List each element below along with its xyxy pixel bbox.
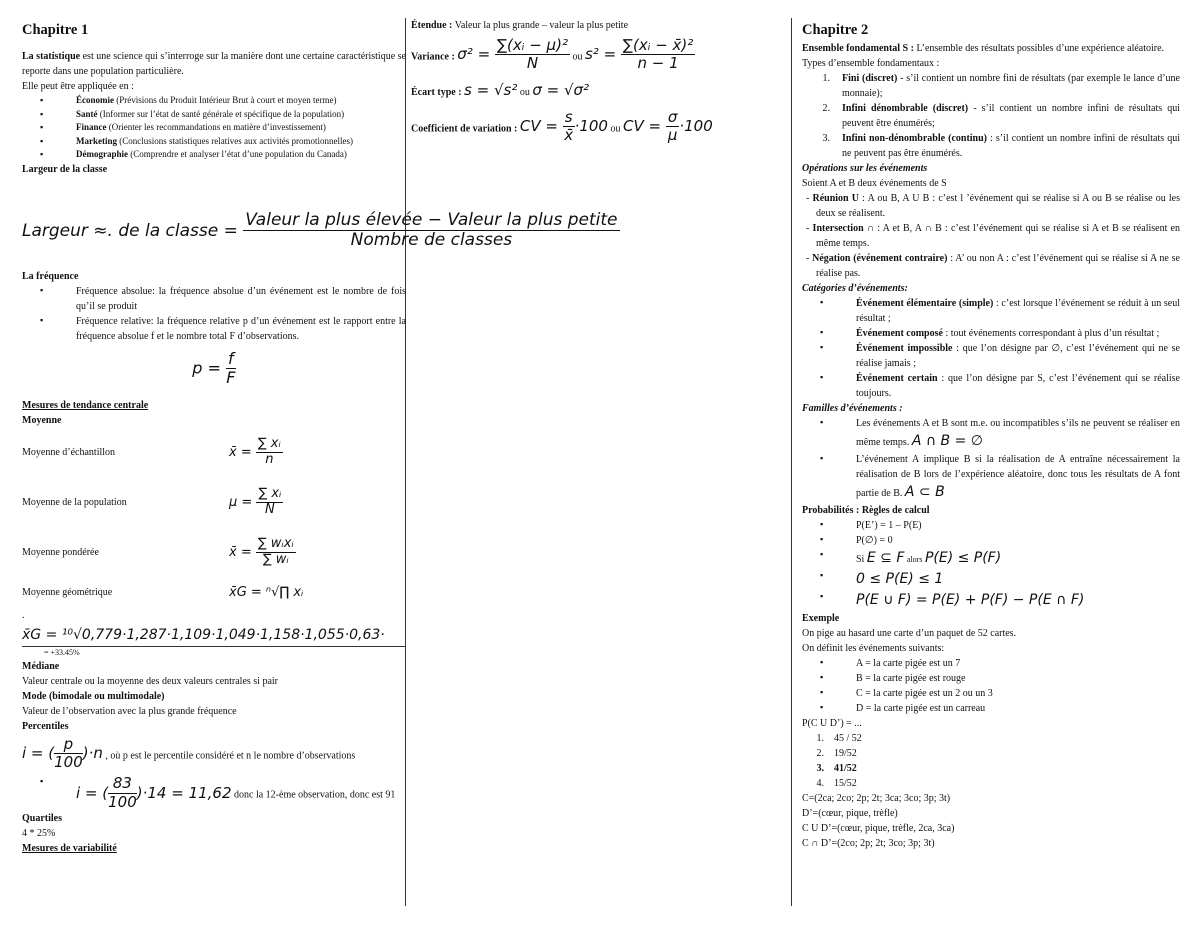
item-desc: : c’est lorsque l’événement se réduit à un seul résultat ; xyxy=(856,298,1181,325)
formula-numerator: ∑(xᵢ − μ)² xyxy=(496,36,568,54)
formula-lhs: CV = xyxy=(519,117,558,136)
example-events-list xyxy=(812,656,1180,716)
formula-numerator: f xyxy=(228,348,234,368)
categories-heading: Catégories d’événements: xyxy=(802,283,908,295)
list-item xyxy=(812,71,1180,101)
applications-list xyxy=(32,94,406,162)
intro-term: La statistique xyxy=(22,51,81,63)
formula-numerator: σ xyxy=(667,108,678,126)
cv-formula xyxy=(622,108,713,145)
quartiles-text: 4 * 25% xyxy=(22,827,56,839)
geometric-mean-result: = +33.45% xyxy=(44,647,80,657)
cv-label: Coefficient de variation : xyxy=(411,123,518,135)
formula-fraction xyxy=(256,537,296,568)
item-desc: : tout événements correspondant à plus d’un résultat ; xyxy=(942,328,1160,340)
item-number: 2. xyxy=(816,748,824,760)
rule-text: Si xyxy=(856,554,865,566)
families-list xyxy=(812,416,1180,503)
formula-lhs: i = ( xyxy=(76,783,109,802)
chapter-2-title: Chapitre 2 xyxy=(802,22,869,38)
list-item xyxy=(812,131,1180,161)
median-heading: Médiane xyxy=(22,660,60,672)
formula-fraction xyxy=(621,37,695,73)
separator-dot: . xyxy=(22,609,25,621)
item-desc: - s’il contient un nombre infini de résultats qui peuvent être énumérés; xyxy=(842,103,1180,130)
formula-denominator: x̄ xyxy=(564,126,574,145)
rule-formula: E ⊆ F xyxy=(866,550,905,567)
application-desc: (Comprendre et analyser l’état d’une population du Canada) xyxy=(128,149,347,160)
mean-row xyxy=(22,428,406,478)
list-item xyxy=(32,135,406,149)
percentile-example-list xyxy=(32,775,406,811)
formula-lhs: Largeur ≈. de la classe = xyxy=(22,220,238,241)
stddev-label: Écart type : xyxy=(411,86,462,98)
item-desc: : A et B, A ∩ B : c’est l’événement qui se réalise si A et B se réalisent en même temps. xyxy=(816,223,1180,250)
formula-fraction xyxy=(256,487,283,518)
example-choices-list xyxy=(802,731,1180,791)
item-term: Infini non-dénombrable (continu) xyxy=(842,133,988,145)
item-number: 1. xyxy=(816,733,824,745)
list-item xyxy=(32,108,406,122)
percentile-example-text: donc la 12-ème observation, donc est 91 xyxy=(234,789,396,801)
operations-intro: Soient A et B deux événements de S xyxy=(802,178,947,190)
or-text: ou xyxy=(610,123,621,135)
list-item xyxy=(812,548,1180,569)
item-text: L’événement A implique B si la réalisation de A entraîne nécessairement la réalisation de B lors de l’expérience aléatoire, donc tous les résultats de A font partie de B. xyxy=(856,454,1180,500)
percentile-text: , où p est le percentile considéré et n le nombre d’observations xyxy=(105,750,356,762)
stddev-formula: s = √s² xyxy=(464,80,518,99)
formula-denominator: ∑ wᵢ xyxy=(262,552,289,568)
column-variability xyxy=(411,18,785,218)
application-term: Santé xyxy=(76,108,98,119)
formula-lhs: x̄ = xyxy=(229,445,252,461)
formula-numerator: s xyxy=(564,108,573,126)
mean-label: Moyenne d’échantillon xyxy=(22,447,116,459)
item-text xyxy=(838,131,1180,161)
rule-formula: P(E) ≤ P(F) xyxy=(924,550,1002,567)
item-desc: : A ou B, A U B : c’est l ’événement qui se réalise si A ou B se réalise ou les deux se réalisent. xyxy=(816,193,1180,220)
application-desc: (Informer sur l’état de santé générale et spécifique de la population) xyxy=(97,108,345,119)
formula-fraction xyxy=(563,109,575,145)
list-item: ▪ P(∅) = 0 xyxy=(812,533,1180,548)
example-line: C ∩ D’=(2co; 2p; 2t; 3co; 3p; 3t) xyxy=(802,838,935,850)
frequency-formula xyxy=(22,350,406,388)
percentile-formula-paragraph xyxy=(22,736,406,772)
median-text: Valeur centrale ou la moyenne des deux valeurs centrales si pair xyxy=(22,675,279,687)
list-item xyxy=(812,296,1180,326)
application-desc: (Prévisions du Produit Intérieur Brut à court et moyen terme) xyxy=(114,95,337,106)
categories-list xyxy=(812,296,1180,401)
item-number: 1. xyxy=(822,73,830,85)
item-term: Événement composé xyxy=(856,328,943,340)
sample-space-term: Ensemble fondamental S : xyxy=(802,43,914,55)
list-item xyxy=(32,94,406,108)
item-term: Réunion U xyxy=(812,193,860,205)
percentile-example-formula xyxy=(76,774,232,811)
formula-fraction xyxy=(108,775,137,811)
formula-lhs: σ² = xyxy=(457,45,491,64)
list-item xyxy=(802,761,1180,776)
formula-denominator: 100 xyxy=(54,753,83,772)
item-text: 19/52 xyxy=(834,748,857,760)
percentile-formula xyxy=(22,734,103,772)
list-item xyxy=(32,775,406,811)
item-term: Événement certain xyxy=(856,373,938,385)
item-number: 4. xyxy=(816,778,824,790)
formula-numerator: ∑ wᵢxᵢ xyxy=(257,536,294,552)
cv-formula xyxy=(519,108,608,145)
variance-line xyxy=(411,37,785,73)
chapter-1-title: Chapitre 1 xyxy=(22,22,89,38)
rule-formula: P(E ∪ F) = P(E) + P(F) − P(E ∩ F) xyxy=(856,592,1085,609)
formula-denominator: n xyxy=(265,452,274,468)
variance-pop-formula xyxy=(457,36,570,73)
formula-denominator: F xyxy=(226,368,236,388)
list-item xyxy=(802,776,1180,791)
variability-heading: Mesures de variabilité xyxy=(22,842,117,854)
range-label: Étendue : xyxy=(411,20,453,31)
intro-text: est une science qui s’interroge sur la manière dont une certaine caractéristique se reporte dans une population particulière. xyxy=(22,51,406,78)
variance-sample-formula xyxy=(584,36,695,73)
mean-label: Moyenne pondérée xyxy=(22,547,99,559)
formula-numerator: ∑ xᵢ xyxy=(257,436,281,452)
probabilities-heading: Probabilités : Règles de calcul xyxy=(802,505,930,517)
types-list xyxy=(802,71,1180,161)
applied-intro: Elle peut être appliquée en : xyxy=(22,81,134,93)
or-text: ou xyxy=(519,86,530,98)
list-item: ▪ Fréquence absolue: la fréquence absolue d’un événement est le nombre de fois qu’il se produit xyxy=(32,284,406,314)
central-tendency-heading: Mesures de tendance centrale xyxy=(22,399,149,411)
item-text: 15/52 xyxy=(834,778,857,790)
application-desc: (Conclusions statistiques relatives aux activités promotionnelles) xyxy=(117,135,353,146)
probability-rules-list xyxy=(812,518,1180,611)
list-item: - Réunion U : A ou B, A U B : c’est l ’événement qui se réalise si A ou B se réalise ou les deux se réalisent. xyxy=(806,193,1180,220)
formula-lhs: s² = xyxy=(584,45,617,64)
list-item xyxy=(812,341,1180,371)
example-line: C=(2ca; 2co; 2p; 2t; 3ca; 3co; 3p; 3t) xyxy=(802,793,951,805)
item-term: Événement élémentaire (simple) xyxy=(856,298,994,310)
cv-line xyxy=(411,109,785,145)
item-text: 45 / 52 xyxy=(834,733,862,745)
application-term: Démographie xyxy=(76,149,128,160)
example-line: D’=(cœur, pique, trèfle) xyxy=(802,808,898,820)
formula-fraction xyxy=(495,37,570,73)
class-width-heading: Largeur de la classe xyxy=(22,163,108,175)
rule-formula: 0 ≤ P(E) ≤ 1 xyxy=(856,571,944,588)
list-item: - Négation (événement contraire) : A’ ou non A : c’est l’événement qui se réalise si A ne se réalise pas. xyxy=(806,253,1180,280)
application-term: Finance xyxy=(76,122,107,133)
item-desc: : que l’on désigne par ∅, c’est l’événement qui ne se réalise jamais ; xyxy=(856,343,1181,370)
formula-rhs: )·14 = 11,62 xyxy=(136,783,232,802)
intro-paragraph xyxy=(22,49,406,79)
item-desc: : A’ ou non A : c’est l’événement qui se réalise si A ne se réalise pas. xyxy=(816,253,1180,280)
mean-row xyxy=(22,478,406,528)
list-item xyxy=(812,101,1180,131)
item-term: Infini dénombrable (discret) xyxy=(842,103,969,115)
mean-heading: Moyenne xyxy=(22,414,62,426)
formula-numerator: p xyxy=(54,736,83,754)
formula-denominator: 100 xyxy=(108,792,137,811)
item-desc: : que l’on désigne par S, c’est l’événement qui se réalise toujours. xyxy=(856,373,1180,400)
item-formula: A ⊂ B xyxy=(904,484,945,501)
formula-lhs: p = xyxy=(192,358,221,378)
column-divider xyxy=(791,18,792,906)
formula-fraction xyxy=(256,437,283,468)
formula-denominator: Nombre de classes xyxy=(350,230,513,251)
formula-numerator: ∑(xᵢ − x̄)² xyxy=(622,36,694,54)
quartiles-heading: Quartiles xyxy=(22,812,62,824)
item-term: Négation (événement contraire) xyxy=(812,253,948,265)
list-item xyxy=(802,731,1180,746)
mode-heading: Mode (bimodale ou multimodale) xyxy=(22,690,165,702)
mean-formula xyxy=(229,437,283,468)
frequency-list xyxy=(32,284,406,344)
mean-row xyxy=(22,528,406,578)
frequency-heading: La fréquence xyxy=(22,270,79,282)
item-number: 3. xyxy=(822,133,830,145)
variance-label: Variance : xyxy=(411,51,455,63)
mean-row xyxy=(22,578,406,608)
mean-formula xyxy=(229,487,283,518)
application-desc: (Orienter les recommandations en matière d’investissement) xyxy=(106,122,326,133)
families-heading: Familles d’événements : xyxy=(802,403,903,415)
geometric-mean-example: x̄G = ¹⁰√0,779·1,287·1,109·1,049·1,158·1,055·0,63· xyxy=(22,625,406,647)
example-line: C U D’=(cœur, pique, trèfle, 2ca, 3ca) xyxy=(802,823,955,835)
list-item: ▪ Fréquence relative: la fréquence relative p d’un événement est le rapport entre la fréquence absolue f et le nombre total F d’observations. xyxy=(32,314,406,344)
formula-fraction xyxy=(226,350,236,388)
range-text: Valeur la plus grande – valeur la plus petite xyxy=(452,20,629,31)
class-width-formula xyxy=(22,209,618,251)
rule-text: alors xyxy=(906,555,923,565)
item-desc: - s’il contient un nombre fini de résultats (par exemple le lance d’une monnaie); xyxy=(842,73,1180,100)
stddev-formula: σ = √σ² xyxy=(532,80,590,99)
formula-denominator: N xyxy=(526,54,539,73)
item-desc: : s’il contient un nombre infini de résultats qui ne peuvent pas être énumérés. xyxy=(842,133,1180,160)
list-item xyxy=(812,569,1180,590)
column-chapter-2 xyxy=(802,18,1180,918)
item-number: 3. xyxy=(816,763,824,775)
formula-denominator: μ xyxy=(667,126,678,145)
list-item: ▪ B = la carte pigée est rouge xyxy=(812,671,1180,686)
item-term: Intersection ∩ xyxy=(812,223,875,235)
list-item xyxy=(812,371,1180,401)
list-item xyxy=(812,326,1180,341)
mean-label: Moyenne géométrique xyxy=(22,587,113,599)
list-item xyxy=(812,590,1180,611)
formula-rhs: ·100 xyxy=(574,117,608,136)
list-item xyxy=(32,148,406,162)
or-text: ou xyxy=(572,51,583,63)
formula-fraction xyxy=(54,736,83,772)
item-text: 41/52 xyxy=(834,763,857,775)
formula-denominator: N xyxy=(265,502,275,518)
list-item: ▪ P(E’) = 1 – P(E) xyxy=(812,518,1180,533)
item-formula: A ∩ B = ∅ xyxy=(911,433,983,450)
formula-numerator: 83 xyxy=(108,775,137,793)
item-term: Fini (discret) xyxy=(842,73,898,85)
list-item xyxy=(802,746,1180,761)
list-item xyxy=(812,452,1180,503)
example-heading: Exemple xyxy=(802,613,840,625)
item-number: 2. xyxy=(822,103,830,115)
percentiles-heading: Percentiles xyxy=(22,720,69,732)
formula-lhs: i = ( xyxy=(22,744,55,763)
example-intro: On définit les événements suivants: xyxy=(802,643,945,655)
item-text xyxy=(838,71,1180,101)
mean-formula: x̄G = ⁿ√∏ xᵢ xyxy=(229,585,304,601)
formula-fraction xyxy=(666,109,680,145)
formula-numerator: Valeur la plus élevée − Valeur la plus petite xyxy=(245,209,618,230)
formula-denominator: n − 1 xyxy=(637,54,679,73)
formula-numerator: ∑ xᵢ xyxy=(258,486,282,502)
mean-label: Moyenne de la population xyxy=(22,497,127,509)
formula-rhs: )·n xyxy=(82,744,103,763)
list-item: - Intersection ∩ : A et B, A ∩ B : c’est l’événement qui se réalise si A et B se réalisent en même temps. xyxy=(806,223,1180,250)
item-text xyxy=(838,101,1180,131)
types-intro: Types d’ensemble fondamentaux : xyxy=(802,58,940,70)
formula-lhs: CV = xyxy=(622,117,662,136)
operations-list xyxy=(802,191,1180,281)
operations-heading: Opérations sur les événements xyxy=(802,163,928,175)
example-intro: On pige au hasard une carte d’un paquet de 52 cartes. xyxy=(802,628,1017,640)
sample-space-text: L’ensemble des résultats possibles d’une expérience aléatoire. xyxy=(913,43,1165,55)
formula-lhs: x̄ = xyxy=(229,545,252,561)
list-item: ▪ A = la carte pigée est un 7 xyxy=(812,656,1180,671)
range-line xyxy=(411,18,785,33)
stddev-line xyxy=(411,79,785,102)
formula-rhs: ·100 xyxy=(679,117,713,136)
list-item xyxy=(812,416,1180,452)
list-item: ▪ D = la carte pigée est un carreau xyxy=(812,701,1180,716)
application-term: Économie xyxy=(76,95,114,106)
item-text: Les événements A et B sont m.e. ou incompatibles s’ils ne peuvent se réaliser en même temps. xyxy=(856,418,1180,449)
mean-formula xyxy=(229,537,296,568)
formula-lhs: μ = xyxy=(229,495,253,511)
sample-space-paragraph xyxy=(802,41,1180,56)
application-term: Marketing xyxy=(76,135,117,146)
item-term: Événement impossible xyxy=(856,343,953,355)
example-question: P(C U D’) = ... xyxy=(802,718,862,730)
list-item: ▪ C = la carte pigée est un 2 ou un 3 xyxy=(812,686,1180,701)
list-item xyxy=(32,121,406,135)
mode-text: Valeur de l’observation avec la plus grande fréquence xyxy=(22,705,237,717)
